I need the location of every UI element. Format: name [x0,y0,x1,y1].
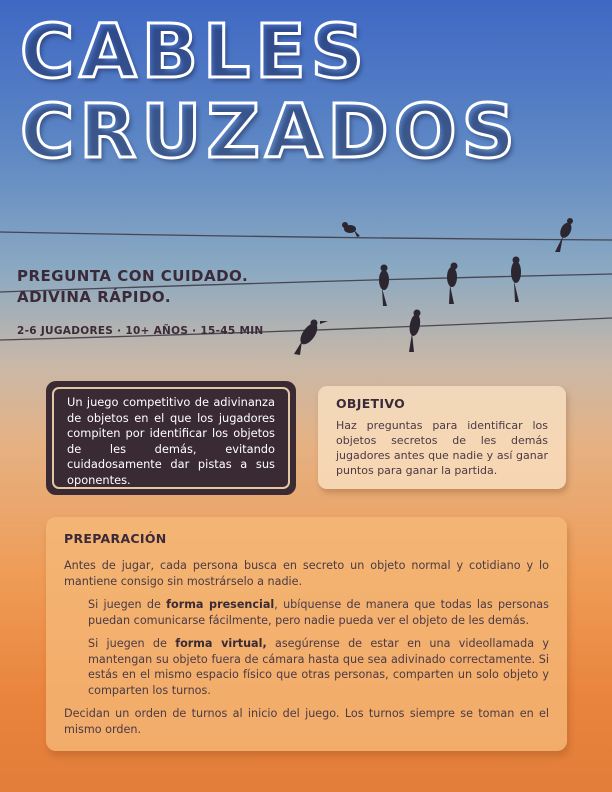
bird-icon [342,222,360,237]
virtual-body: asegúrense de estar en una videollamada y mantengan su objeto fuera de cámara hasta que sea adivinado correctamente. Si estás en el mismo espacio físico que otras personas, comparten un solo objeto y comparten los turnos. [88,637,549,697]
preparation-in-person-paragraph [64,597,549,628]
tagline-line-1: PREGUNTA CON CUIDADO. [17,267,249,285]
tagline [17,266,248,308]
in-person-intro: Si juegen de [88,598,167,611]
bird-icon [447,263,458,305]
intro-inner-frame [52,387,290,489]
preparation-heading: PREPARACIÓN [64,531,167,546]
intro-text: Un juego competitivo de adivinanza de objetos en el que los jugadores compiten por identificar los objetos de les demás, evitando cuidadosamente dar pistas a sus oponentes. [67,395,275,487]
bird-icon [294,320,328,356]
game-meta-info: 2-6 JUGADORES · 10+ AÑOS · 15-45 MIN [17,325,264,337]
preparation-virtual-paragraph [64,636,549,698]
objective-text: Haz preguntas para identificar los objetos secretos de les demás jugadores antes que nadie y así ganar puntos para ganar la partida. [336,419,548,477]
bird-icon [379,265,389,307]
virtual-intro: Si juegen de [88,637,176,650]
preparation-paragraph-1: Antes de jugar, cada persona busca en secreto un objeto normal y cotidiano y lo mantiene consigo sin mostrárselo a nadie. [64,559,549,588]
in-person-label: forma presencial [166,598,275,611]
preparation-card [46,517,567,751]
objective-card [318,386,566,489]
bird-icon [408,310,422,353]
tagline-line-2: ADIVINA RÁPIDO. [17,288,172,306]
title-line-1: CABLES [20,9,369,95]
preparation-turn-order-paragraph: Decidan un orden de turnos al inicio del juego. Los turnos siempre se toman en el mismo orden. [64,707,549,736]
intro-box [46,381,296,495]
bird-icon [555,218,574,252]
bird-icon [511,257,521,303]
title-line-2: CRUZADOS [20,89,520,175]
wire-1 [0,232,612,240]
in-person-body: , ubíquense de manera que todas las personas puedan comunicarse fácilmente, pero nadie pueda ver el objeto de les demás. [88,598,549,627]
objective-heading: OBJETIVO [336,396,406,411]
virtual-label: forma virtual, [175,637,267,650]
